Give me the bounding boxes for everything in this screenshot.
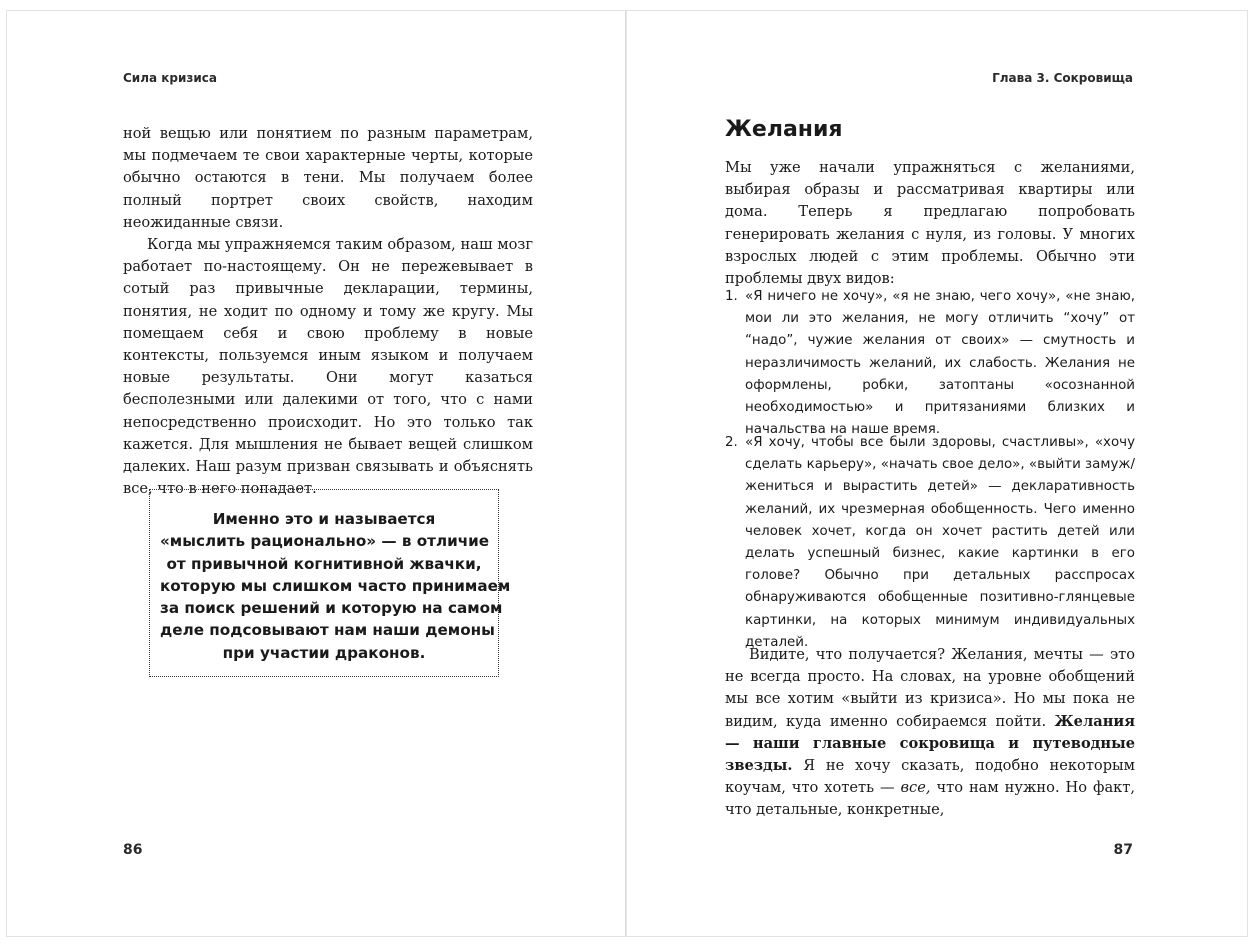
callout-line: Именно это и называется [212, 510, 436, 528]
closing-paragraph [725, 644, 1135, 822]
callout-line: за поиск решений и которую на самом [160, 599, 503, 618]
list-item-text: «Я хочу, чтобы все были здоровы, счастливы», «хочу сделать карьеру», «начать свое дело», «выйти замуж/жениться и вырастить детей» — декларативность желаний, их чрезмерная обобщенность. Чего именно человек хочет, когда он хочет растить детей или делать успешный бизнес, какие картинки в его голове? Обычно при детальных расспросах обнаруживаются обобщенные позитивно-глянцевые картинки, на которых минимум индивидуальных деталей. [745, 435, 1135, 650]
left-page-number: 86 [123, 842, 143, 858]
left-body-text [123, 123, 533, 500]
callout-line: которую мы слишком часто принимаем [160, 576, 511, 595]
closing-text-end: что нам нужно. Но факт, что детальные, конкретные, [725, 779, 1135, 819]
numbered-list-item-1 [725, 286, 1135, 441]
closing-bold-text: Желания — наши главные сокровища и путеводные звезды. [725, 712, 1135, 775]
numbered-list-item-2 [725, 432, 1135, 654]
callout-line: от привычной когнитивной жвачки, [166, 554, 482, 573]
closing-text-mid: Я не хочу сказать, подобно некоторым коучам, что хотеть — [725, 757, 1135, 797]
list-number: 2. [725, 435, 738, 450]
left-running-head: Сила кризиса [123, 71, 218, 85]
list-item-text: «Я ничего не хочу», «я не знаю, чего хочу», «не знаю, мои ли это желания, не могу отличить “хочу” от “надо”, чужие желания от своих» — смутность и неразличимость желаний, их слабость. Желания не оформлены, робки, затоптаны «осознанной необходимостью» и притязаниями близких и начальства на наше время. [745, 289, 1135, 438]
left-paragraph-2: Когда мы упражняемся таким образом, наш мозг работает по-настоящему. Он не пережевывает в сотый раз привычные декларации, термины, понятия, не ходит по одному и тому же кругу. Мы помещаем себя и свою проблему в новые контексты, пользуемся иным языком и получаем новые результаты. Они могут казаться бесполезными или далекими от того, что с нами непосредственно происходит. Но это только так кажется. Для мышления не бывает вещей слишком далеких. Наш разум призван связывать и объяснять все, что в него попадает. [123, 236, 533, 498]
callout-text [160, 508, 511, 664]
right-running-head: Глава 3. Сокровища [992, 71, 1133, 85]
callout-box [149, 489, 511, 677]
left-paragraph-1: ной вещью или понятием по разным параметрам, мы подмечаем те свои характерные черты, которые обычно остаются в тени. Мы получаем более полный портрет своих свойств, находим неожиданные связи. [123, 125, 533, 231]
list-number: 1. [725, 289, 738, 304]
callout-line: деле подсовывают нам наши демоны [160, 621, 495, 640]
callout-line: при участии драконов. [222, 643, 426, 662]
closing-italic-text: все, [900, 779, 931, 797]
right-page-number: 87 [1113, 842, 1133, 858]
callout-line: «мыслить рационально» — в отличие [160, 532, 490, 551]
right-page [627, 11, 1247, 936]
book-spread [6, 10, 1248, 937]
intro-paragraph: Мы уже начали упражняться с желаниями, выбирая образы и рассматривая квартиры или дома. Теперь я предлагаю попробовать генерировать желания с нуля, из головы. У многих взрослых людей с этим проблемы. Обычно эти проблемы двух видов: [725, 159, 1135, 288]
right-intro-text [725, 157, 1135, 290]
section-heading: Желания [725, 117, 843, 142]
closing-text-start: Видите, что получается? Желания, мечты — это не всегда просто. На словах, на уровне обобщений мы все хотим «выйти из кризиса». Но мы пока не видим, куда именно собираемся пойти. [725, 646, 1135, 730]
left-page [7, 11, 625, 936]
